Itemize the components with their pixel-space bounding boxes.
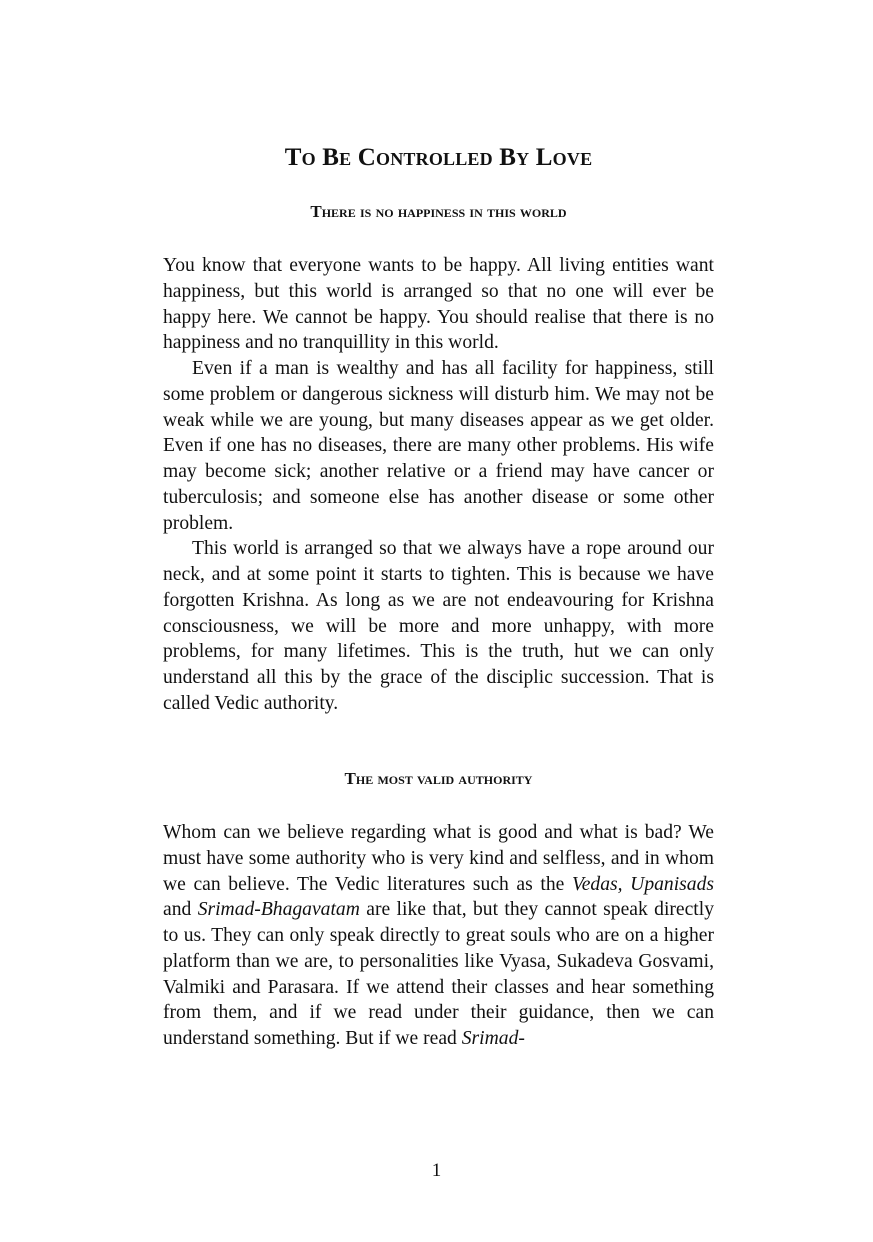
section-body-valid-authority <box>163 820 714 1052</box>
page-number: 1 <box>431 1160 442 1181</box>
text-run: Whom can we believe regarding what is good and what is bad? We must have some authority who is very kind and selfless, and in whom we can believe. The Vedic literatures such as the <box>163 822 714 895</box>
text-run: are like that, but they cannot speak directly to us. They can only speak directly to great souls who are on a higher platform than we are, to personalities like Vyasa, Sukadeva Gosvami, Valmiki and Parasara. If we attend their classes and hear something from them, and if we read under their guidance, then we can understand something. But if we read <box>163 899 714 1049</box>
text-run: and <box>163 899 198 921</box>
section-heading-valid-authority: The most valid authority <box>344 769 533 788</box>
paragraph <box>163 820 714 1052</box>
section-body-no-happiness <box>163 253 714 717</box>
paragraph: Even if a man is wealthy and has all facility for happiness, still some problem or dangerous sickness will disturb him. We may not be weak while we are young, but many diseases appear as we get older. Even if one has no diseases, there are many other problems. His wife may become sick; another relative or a friend may have cancer or tuberculosis; and someone else has another disease or some other problem. <box>163 358 714 534</box>
italic-title-srimad-continued: Srimad- <box>461 1028 525 1049</box>
italic-title-srimad-bhagavatam: Srimad-Bhagavatam <box>197 899 360 921</box>
italic-title-vedas-upanisads: Vedas, Upanisads <box>571 873 714 895</box>
page-title: To Be Controlled By Love <box>284 144 593 171</box>
paragraph: You know that everyone wants to be happy. All living entities want happiness, but this world is arranged so that no one will ever be happy here. We cannot be happy. You should realise that there is no happiness and no tranquillity in this world. <box>163 255 714 354</box>
paragraph: This world is arranged so that we always have a rope around our neck, and at some point it starts to tighten. This is because we have forgotten Krishna. As long as we are not endeavouring for Krishna consciousness, we will be more and more unhappy, with more problems, for many lifetimes. This is the truth, hut we can only understand all this by the grace of the disciplic succession. That is called Vedic authority. <box>163 538 714 714</box>
section-heading-no-happiness: There is no happiness in this world <box>310 202 567 221</box>
